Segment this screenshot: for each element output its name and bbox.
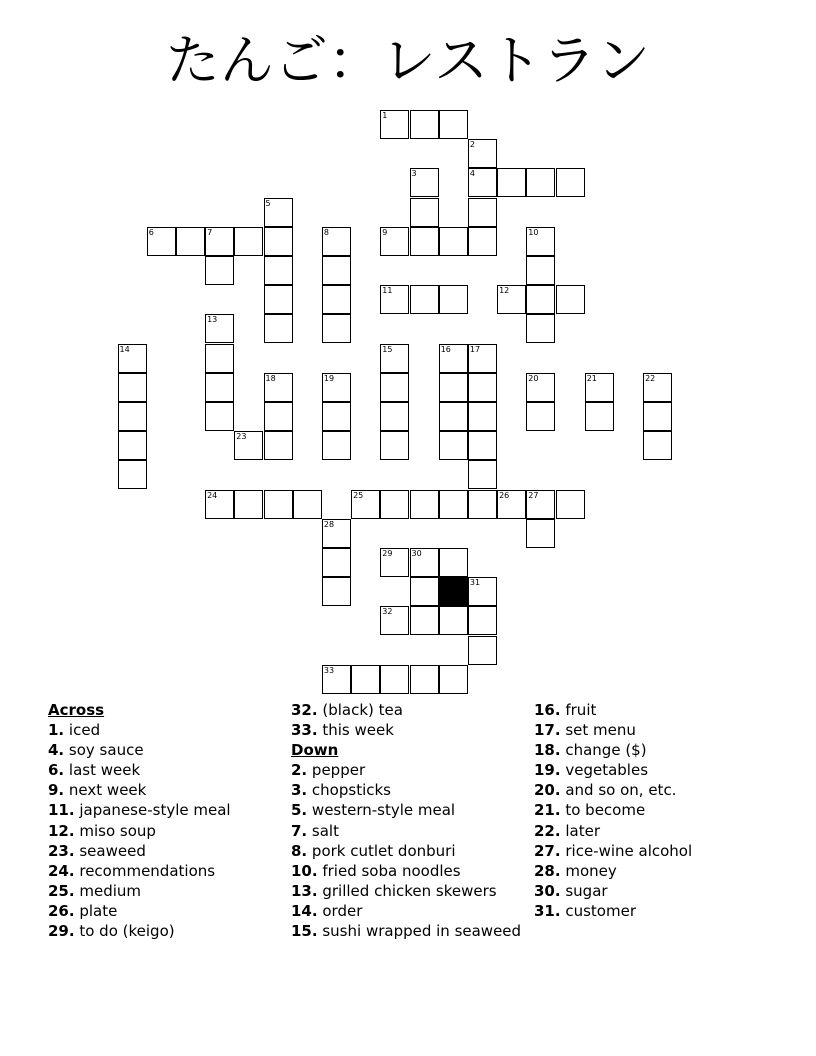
clue-number: 2 (469, 140, 475, 150)
grid-cell[interactable] (526, 168, 555, 197)
clue-number: 23 (236, 432, 247, 442)
clue-item-number: 14. (291, 901, 318, 920)
clue-number: 11 (382, 286, 393, 296)
clue-item (48, 821, 308, 841)
grid-cell[interactable] (380, 402, 409, 431)
clue-item-text: money (565, 861, 617, 880)
grid-cell[interactable] (526, 227, 555, 256)
clue-item-number: 23. (48, 841, 75, 860)
clue-item-number: 24. (48, 861, 75, 880)
clue-number: 28 (323, 519, 335, 529)
clue-number: 22 (645, 373, 656, 383)
clue-item (534, 760, 794, 780)
clue-item (48, 800, 308, 820)
clue-item (48, 780, 308, 800)
grid-cell[interactable] (147, 227, 176, 256)
clue-number: 17 (469, 344, 481, 354)
clue-item (534, 780, 794, 800)
grid-cell[interactable] (322, 402, 351, 431)
clue-item-text: medium (79, 881, 142, 900)
clue-item-text: western-style meal (311, 801, 456, 820)
clue-number: 33 (323, 665, 335, 675)
grid-cell[interactable] (468, 227, 497, 256)
clue-item (291, 921, 551, 941)
clue-number: 29 (382, 549, 393, 558)
grid-cell[interactable] (264, 285, 293, 314)
grid-cell[interactable] (410, 577, 439, 606)
clue-item-number: 2. (291, 761, 308, 780)
clue-number: 12 (499, 286, 510, 296)
clue-item-text: customer (565, 901, 636, 920)
clue-item-text: recommendations (79, 861, 216, 880)
clue-item (534, 861, 794, 881)
grid-cell[interactable] (410, 548, 439, 577)
grid-cell[interactable] (439, 606, 468, 635)
clue-item (534, 881, 794, 901)
clue-section-heading: Across (48, 701, 105, 719)
grid-cell[interactable] (205, 314, 234, 343)
grid-cell[interactable] (380, 227, 409, 256)
clue-item-text: set menu (565, 721, 636, 740)
clue-item-text: last week (68, 761, 141, 780)
grid-cell[interactable] (410, 198, 439, 227)
grid-cell[interactable] (322, 519, 351, 548)
grid-cell[interactable] (264, 373, 293, 402)
clue-number: 4 (469, 169, 475, 179)
grid-cell[interactable] (351, 490, 380, 519)
clue-number: 21 (586, 373, 597, 383)
grid-cell[interactable] (439, 402, 468, 431)
clue-item (534, 720, 794, 740)
clue-item-number: 32. (291, 701, 318, 719)
black-cell (439, 577, 468, 606)
clue-item-text: plate (79, 901, 118, 920)
clue-item-text: pork cutlet donburi (311, 841, 456, 860)
clue-number: 20 (528, 373, 539, 383)
clue-number: 5 (265, 198, 271, 208)
grid-cell[interactable] (526, 490, 555, 519)
clue-item (48, 881, 308, 901)
grid-cell[interactable] (264, 256, 293, 285)
clue-item-text: iced (68, 721, 101, 740)
clue-item-number: 13. (291, 881, 318, 900)
grid-cell[interactable] (410, 490, 439, 519)
grid-cell[interactable] (264, 314, 293, 343)
grid-cell[interactable] (556, 285, 585, 314)
grid-cell[interactable] (118, 431, 147, 460)
grid-cell[interactable] (234, 227, 263, 256)
clue-item-number: 3. (291, 781, 308, 800)
grid-cell[interactable] (439, 548, 468, 577)
grid-cell[interactable] (526, 285, 555, 314)
clue-item-number: 29. (48, 922, 75, 941)
clue-number: 25 (353, 490, 364, 500)
clue-item-text: grilled chicken skewers (322, 881, 497, 900)
grid-cell[interactable] (468, 344, 497, 373)
grid-cell[interactable] (322, 548, 351, 577)
grid-cell[interactable] (118, 460, 147, 489)
clue-item-number: 20. (534, 781, 561, 800)
clue-item-number: 18. (534, 741, 561, 760)
grid-cell[interactable] (468, 490, 497, 519)
clue-number: 13 (207, 315, 218, 325)
clue-item-text: soy sauce (68, 741, 144, 760)
clue-item (291, 720, 551, 740)
clue-item-text: (black) tea (322, 701, 403, 719)
clue-item-number: 22. (534, 821, 561, 840)
grid-cell[interactable] (380, 110, 409, 139)
clue-number: 32 (382, 607, 393, 617)
clue-item (291, 760, 551, 780)
clue-item-number: 21. (534, 801, 561, 820)
clue-item-number: 25. (48, 881, 75, 900)
grid-cell[interactable] (293, 490, 322, 519)
clue-item (48, 861, 308, 881)
grid-cell[interactable] (322, 227, 351, 256)
clue-item (291, 800, 551, 820)
grid-cell[interactable] (439, 110, 468, 139)
clue-item-number: 27. (534, 841, 561, 860)
clue-item-number: 12. (48, 821, 75, 840)
grid-cell[interactable] (205, 256, 234, 285)
clue-number: 7 (207, 227, 213, 237)
grid-cell[interactable] (410, 168, 439, 197)
grid-cell[interactable] (526, 402, 555, 431)
clue-item-number: 17. (534, 721, 561, 740)
grid-cell[interactable] (468, 373, 497, 402)
clue-number: 9 (382, 227, 388, 237)
grid-cell[interactable] (380, 373, 409, 402)
grid-cell[interactable] (264, 402, 293, 431)
grid-cell[interactable] (380, 431, 409, 460)
grid-cell[interactable] (439, 431, 468, 460)
grid-cell[interactable] (118, 344, 147, 373)
clue-item-text: later (565, 821, 600, 840)
clue-item-text: chopsticks (311, 781, 391, 800)
grid-cell[interactable] (410, 110, 439, 139)
clue-item-text: to do (keigo) (79, 922, 175, 941)
grid-cell[interactable] (118, 402, 147, 431)
grid-cell[interactable] (205, 402, 234, 431)
grid-cell[interactable] (439, 490, 468, 519)
clue-column-1 (48, 700, 308, 941)
clue-item (534, 700, 794, 720)
grid-cell[interactable] (205, 227, 234, 256)
clue-item-number: 30. (534, 881, 561, 900)
clue-item-text: change ($) (565, 741, 647, 760)
grid-cell[interactable] (643, 431, 672, 460)
grid-cell[interactable] (468, 168, 497, 197)
clue-item-number: 9. (48, 781, 65, 800)
clue-item-number: 8. (291, 841, 308, 860)
clue-number: 6 (148, 227, 154, 237)
clue-item-text: this week (322, 721, 394, 740)
clue-column-3 (534, 700, 794, 921)
grid-cell[interactable] (264, 431, 293, 460)
grid-cell[interactable] (468, 402, 497, 431)
grid-cell[interactable] (585, 402, 614, 431)
grid-cell[interactable] (468, 139, 497, 168)
clue-item (48, 841, 308, 861)
grid-cell[interactable] (468, 460, 497, 489)
grid-cell[interactable] (497, 285, 526, 314)
clue-number: 31 (469, 578, 481, 588)
grid-cell[interactable] (643, 402, 672, 431)
clue-number: 3 (411, 169, 417, 179)
clue-item-text: salt (311, 821, 339, 840)
grid-cell[interactable] (380, 344, 409, 373)
clue-item-number: 5. (291, 801, 308, 820)
grid-cell[interactable] (468, 431, 497, 460)
grid-cell[interactable] (526, 314, 555, 343)
grid-cell[interactable] (585, 373, 614, 402)
clue-item-text: miso soup (79, 821, 156, 840)
clue-item-number: 4. (48, 741, 65, 760)
grid-cell[interactable] (205, 344, 234, 373)
clue-number: 24 (207, 490, 218, 500)
clue-number: 8 (323, 227, 329, 237)
grid-cell[interactable] (380, 548, 409, 577)
clue-item-text: seaweed (79, 841, 146, 860)
grid-cell[interactable] (264, 490, 293, 519)
clue-item-text: vegetables (565, 761, 649, 780)
grid-cell[interactable] (176, 227, 205, 256)
clue-column-2 (291, 700, 551, 941)
grid-cell[interactable] (351, 665, 380, 694)
clue-item (534, 740, 794, 760)
clue-number: 27 (528, 490, 539, 500)
clue-item (48, 740, 308, 760)
clue-item-text: fried soba noodles (322, 861, 461, 880)
clue-item-text: next week (68, 781, 147, 800)
grid-cell[interactable] (205, 490, 234, 519)
clue-item (534, 821, 794, 841)
grid-cell[interactable] (322, 665, 351, 694)
grid-cell[interactable] (118, 373, 147, 402)
clue-item (534, 901, 794, 921)
clue-item-text: sushi wrapped in seaweed (322, 922, 522, 941)
grid-cell[interactable] (468, 198, 497, 227)
clue-item (48, 901, 308, 921)
grid-cell[interactable] (322, 577, 351, 606)
clue-item (291, 841, 551, 861)
grid-cell[interactable] (526, 256, 555, 285)
clue-item-text: order (322, 901, 363, 920)
grid-cell[interactable] (380, 665, 409, 694)
clue-item-text: japanese-style meal (79, 801, 231, 820)
grid-cell[interactable] (439, 227, 468, 256)
grid-cell[interactable] (468, 606, 497, 635)
clue-item-number: 15. (291, 922, 318, 941)
clue-item-number: 28. (534, 861, 561, 880)
grid-cell[interactable] (468, 636, 497, 665)
clue-item (48, 720, 308, 740)
clue-number: 1 (382, 111, 388, 120)
clue-item-number: 10. (291, 861, 318, 880)
grid-cell[interactable] (234, 431, 263, 460)
clue-item (291, 780, 551, 800)
grid-cell[interactable] (410, 285, 439, 314)
grid-cell[interactable] (497, 168, 526, 197)
grid-cell[interactable] (410, 665, 439, 694)
grid-cell[interactable] (264, 198, 293, 227)
grid-cell[interactable] (439, 344, 468, 373)
clue-item (291, 821, 551, 841)
clue-number: 19 (323, 373, 335, 383)
clue-item (534, 800, 794, 820)
clue-item-text: rice-wine alcohol (565, 841, 693, 860)
grid-cell[interactable] (322, 431, 351, 460)
clue-number: 30 (411, 549, 422, 558)
clue-item-number: 33. (291, 721, 318, 740)
grid-cell[interactable] (264, 227, 293, 256)
clue-number: 16 (440, 344, 451, 354)
clue-number: 26 (499, 490, 510, 500)
clue-number: 15 (382, 344, 393, 354)
clue-item-text: and so on, etc. (565, 781, 677, 800)
page-title: たんご：レストラン (165, 29, 651, 92)
grid-cell[interactable] (468, 577, 497, 606)
clue-item-number: 6. (48, 761, 65, 780)
grid-cell[interactable] (410, 227, 439, 256)
clue-item-number: 31. (534, 901, 561, 920)
clue-item-text: sugar (565, 881, 608, 900)
clue-item-text: fruit (565, 701, 597, 719)
grid-cell[interactable] (322, 314, 351, 343)
grid-cell[interactable] (439, 665, 468, 694)
grid-cell[interactable] (380, 606, 409, 635)
clue-item-text: to become (565, 801, 646, 820)
grid-cell[interactable] (380, 285, 409, 314)
grid-cell[interactable] (643, 373, 672, 402)
grid-cell[interactable] (234, 490, 263, 519)
clue-item-number: 19. (534, 761, 561, 780)
clue-item (48, 760, 308, 780)
clue-item-number: 26. (48, 901, 75, 920)
grid-cell[interactable] (526, 373, 555, 402)
clue-item-number: 11. (48, 801, 75, 820)
clue-item-number: 16. (534, 701, 561, 719)
grid-cell[interactable] (556, 490, 585, 519)
grid-cell[interactable] (556, 168, 585, 197)
clue-item (291, 881, 551, 901)
clue-item-number: 1. (48, 721, 65, 740)
grid-cell[interactable] (439, 285, 468, 314)
clue-number: 14 (119, 344, 130, 354)
grid-cell[interactable] (439, 373, 468, 402)
grid-cell[interactable] (205, 373, 234, 402)
clue-item-number: 7. (291, 821, 308, 840)
grid-cell[interactable] (526, 519, 555, 548)
clue-section-heading: Down (291, 741, 339, 760)
clue-item (291, 861, 551, 881)
grid-cell[interactable] (322, 256, 351, 285)
grid-cell[interactable] (497, 490, 526, 519)
clue-number: 10 (528, 227, 539, 237)
clue-item-text: pepper (311, 761, 366, 780)
clue-item (48, 921, 308, 941)
clue-item (534, 841, 794, 861)
grid-cell[interactable] (322, 373, 351, 402)
grid-cell[interactable] (380, 490, 409, 519)
clue-item (291, 700, 551, 720)
grid-cell[interactable] (410, 606, 439, 635)
clue-number: 18 (265, 373, 276, 383)
clue-item (291, 901, 551, 921)
grid-cell[interactable] (322, 285, 351, 314)
